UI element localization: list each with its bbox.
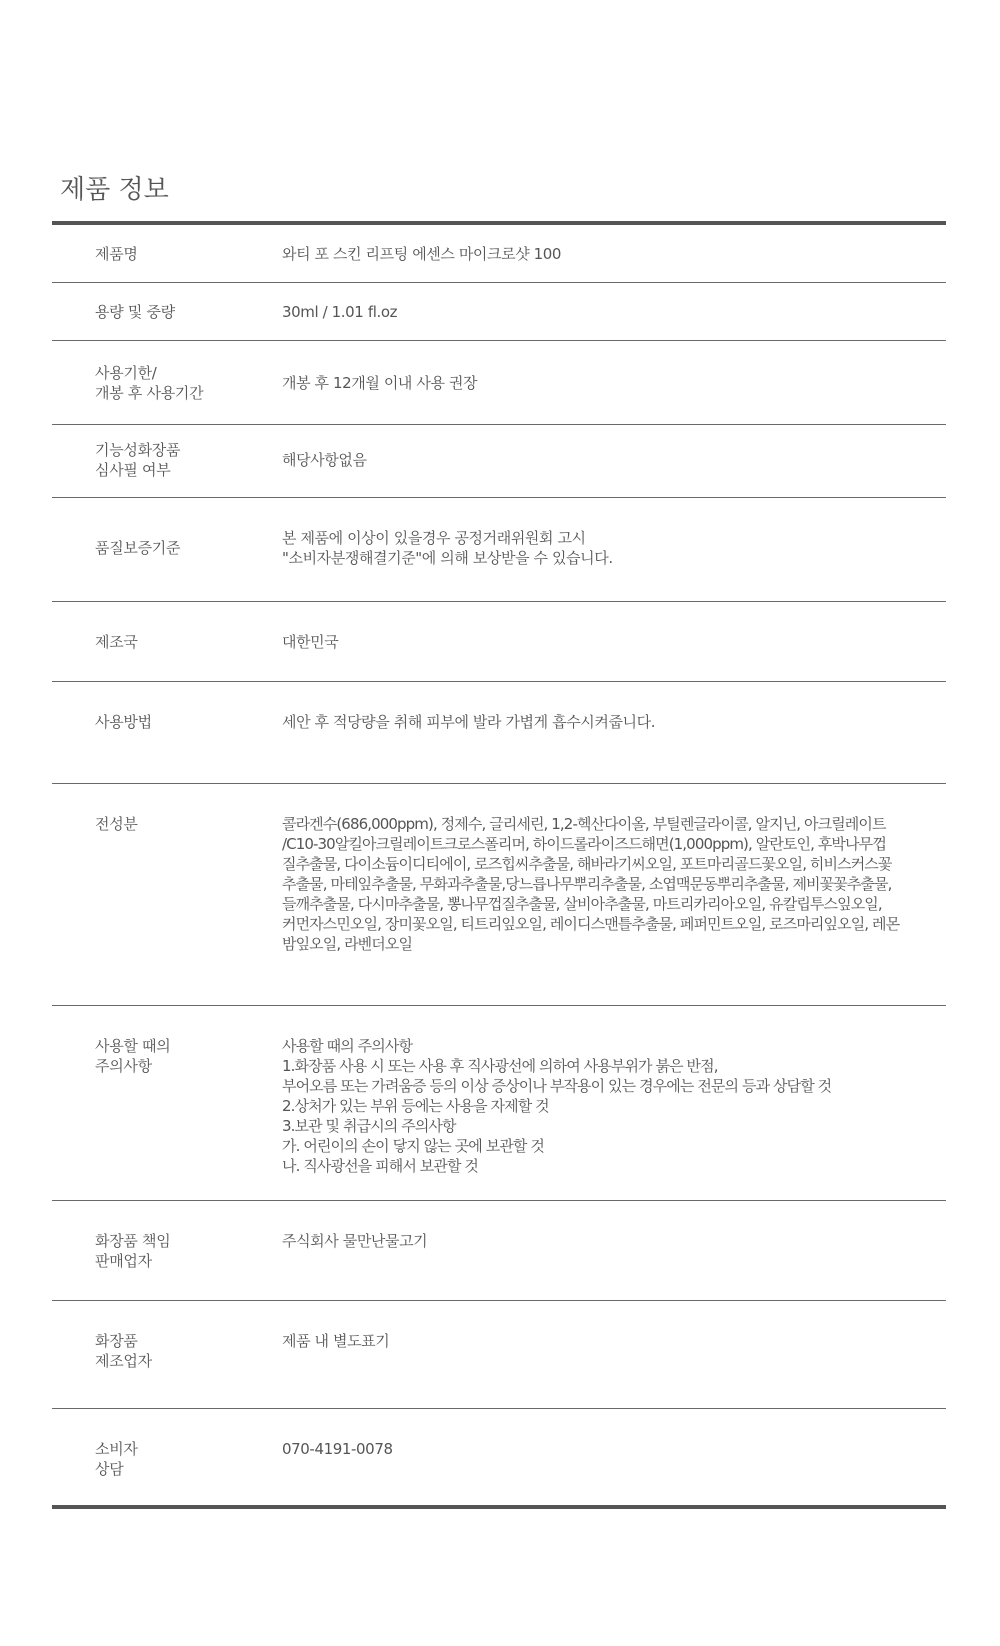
row-label: 사용방법 xyxy=(95,713,152,731)
row-label: 사용기한/ 개봉 후 사용기간 xyxy=(95,364,204,402)
row-value: 30ml / 1.01 fl.oz xyxy=(282,303,398,321)
row-value: 콜라겐수(686,000ppm), 정제수, 글리세린, 1,2-헥산다이올, 부틸렌글라이콜, 알지닌, 아크릴레이트 /C10-30알킬아크릴레이트크로스폴리머, 하이드롤라이즈드해면(1,000ppm), 알란토인, 후박나무껍 질추출물, 다이소듐이디티에이, 로즈힙씨추출물, 해바라기씨오일, 포트마리골드꽃오일, 히비스커스꽃 추출물, 마테잎추출물, 무화과추출물,당느릅나무뿌리추출물, 소엽맥문동뿌리추출물, 제비꽃꽃추출물, 들깨추출물, 다시마추출물, 뽕나무껍질추출물, 살비아추출물, 마트리카리아오일, 유칼립투스잎오일, 커먼자스민오일, 장미꽃오일, 티트리잎오일, 레이디스맨틀추출물, 페퍼민트오일, 로즈마리잎오일, 레몬 밤잎오일, 라벤더오일 xyxy=(282,815,900,953)
row-value: 와티 포 스킨 리프팅 에센스 마이크로샷 100 xyxy=(282,245,562,263)
row-label: 기능성화장품 심사필 여부 xyxy=(95,441,181,479)
row-value: 본 제품에 이상이 있을경우 공정거래위원회 고시 "소비자분쟁해결기준"에 의해 보상받을 수 있습니다. xyxy=(282,529,613,567)
table-row-functional-cosmetic xyxy=(52,425,946,498)
product-info-table xyxy=(52,221,946,1509)
table-row-quality-standard xyxy=(52,498,946,602)
row-value: 사용할 때의 주의사항 1.화장품 사용 시 또는 사용 후 직사광선에 의하여 사용부위가 붉은 반점, 부어오름 또는 가려움증 등의 이상 증상이나 부작용이 있는 경우에는 전문의 등과 상담할 것 2.상처가 있는 부위 등에는 사용을 자제할 것 3.보관 및 취급시의 주의사항 가. 어린이의 손이 닿지 않는 곳에 보관할 것 나. 직사광선을 피해서 보관할 것 xyxy=(282,1037,832,1175)
row-value: 주식회사 물만난물고기 xyxy=(282,1232,428,1250)
row-value: 해당사항없음 xyxy=(282,451,367,469)
row-label: 품질보증기준 xyxy=(95,539,181,557)
page-title: 제품 정보 xyxy=(60,175,169,205)
table-row-consumer-service xyxy=(52,1409,946,1505)
row-label: 제품명 xyxy=(95,245,138,263)
row-value: 대한민국 xyxy=(282,633,339,651)
table-row-precautions xyxy=(52,1006,946,1201)
row-label: 화장품 제조업자 xyxy=(95,1332,152,1370)
table-row-manufacturer xyxy=(52,1301,946,1409)
table-row-country xyxy=(52,602,946,682)
table-row-product-name xyxy=(52,225,946,283)
row-label: 용량 및 중량 xyxy=(95,303,175,321)
row-value: 제품 내 별도표기 xyxy=(282,1332,390,1350)
row-value: 세안 후 적당량을 취해 피부에 발라 가볍게 흡수시켜줍니다. xyxy=(282,713,656,731)
table-row-expiry xyxy=(52,341,946,425)
table-row-seller xyxy=(52,1201,946,1301)
table-row-usage xyxy=(52,682,946,784)
row-value: 070-4191-0078 xyxy=(282,1440,393,1458)
row-label: 소비자 상담 xyxy=(95,1440,138,1478)
row-label: 전성분 xyxy=(95,815,138,833)
row-label: 화장품 책임 판매업자 xyxy=(95,1232,171,1270)
table-row-ingredients xyxy=(52,784,946,1006)
row-value: 개봉 후 12개월 이내 사용 권장 xyxy=(282,374,478,392)
table-row-volume xyxy=(52,283,946,341)
row-label: 제조국 xyxy=(95,633,138,651)
row-label: 사용할 때의 주의사항 xyxy=(95,1037,171,1075)
